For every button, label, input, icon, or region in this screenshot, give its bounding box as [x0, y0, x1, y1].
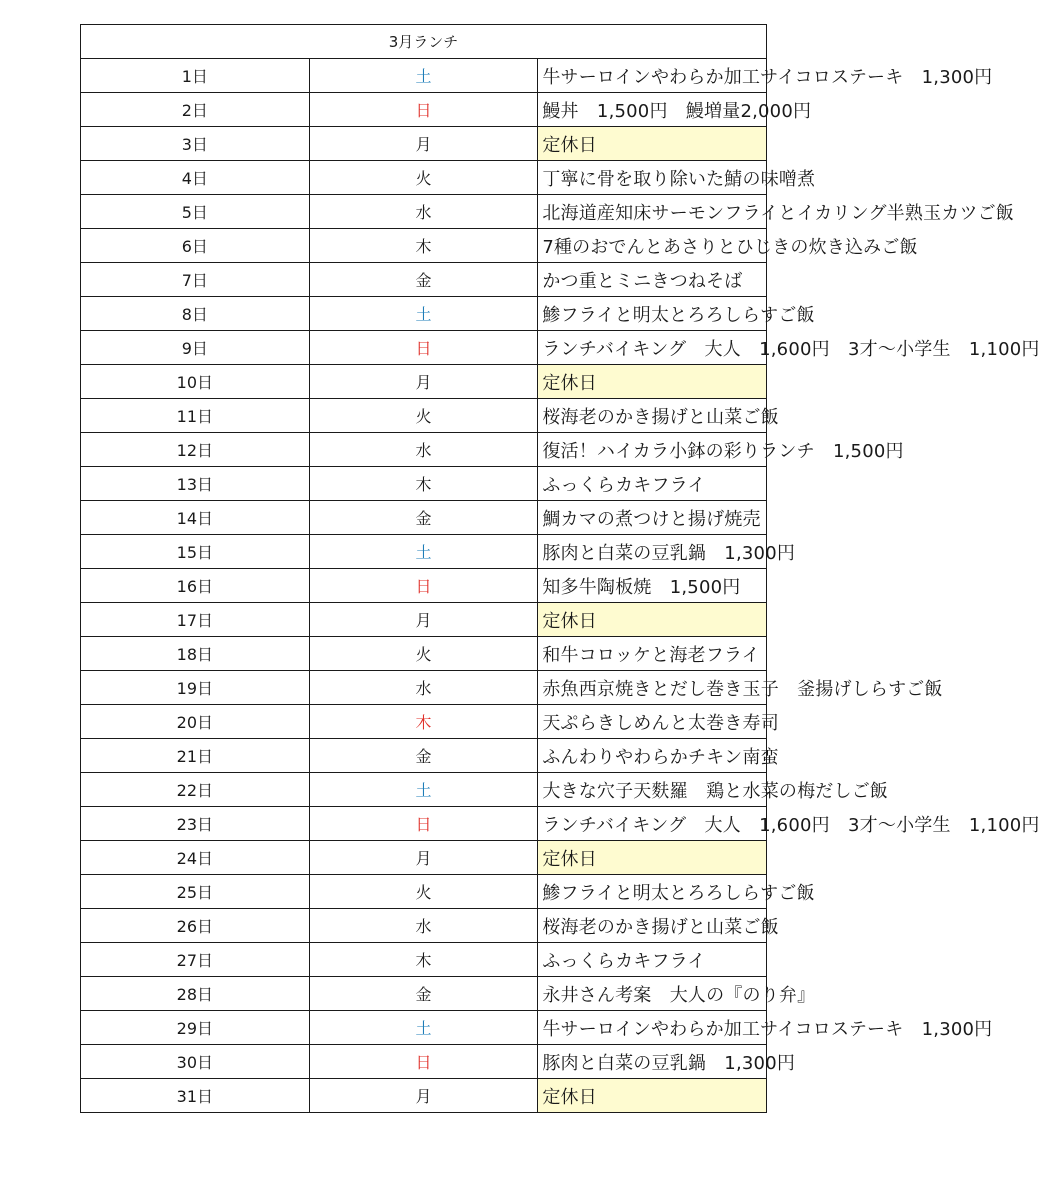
table-row: [81, 229, 767, 263]
weekday-cell: 日: [309, 93, 538, 127]
menu-item-cell: ふっくらカキフライ: [538, 467, 767, 501]
date-cell: 17日: [81, 603, 310, 637]
menu-item-cell: 北海道産知床サーモンフライとイカリング半熟玉カツご飯: [538, 195, 767, 229]
closed-day-cell: 定休日: [538, 841, 767, 875]
table-row: [81, 93, 767, 127]
weekday-cell: 金: [309, 977, 538, 1011]
date-cell: 4日: [81, 161, 310, 195]
menu-item-cell: 鯵フライと明太とろろしらすご飯: [538, 875, 767, 909]
table-row: [81, 977, 767, 1011]
menu-item-cell: 大きな穴子天麩羅 鶏と水菜の梅だしご飯: [538, 773, 767, 807]
closed-day-cell: 定休日: [538, 365, 767, 399]
table-row: [81, 603, 767, 637]
weekday-cell: 日: [309, 331, 538, 365]
table-row: [81, 161, 767, 195]
menu-item-cell: 豚肉と白菜の豆乳鍋 1,300円: [538, 535, 767, 569]
date-cell: 5日: [81, 195, 310, 229]
menu-item-cell: 復活！ハイカラ小鉢の彩りランチ 1,500円: [538, 433, 767, 467]
date-cell: 22日: [81, 773, 310, 807]
table-row: [81, 569, 767, 603]
date-cell: 15日: [81, 535, 310, 569]
weekday-cell: 土: [309, 1011, 538, 1045]
menu-body: [81, 59, 1040, 1113]
weekday-cell: 月: [309, 365, 538, 399]
menu-item-cell: 鯵フライと明太とろろしらすご飯: [538, 297, 767, 331]
menu-item-cell: 丁寧に骨を取り除いた鯖の味噌煮: [538, 161, 767, 195]
table-row: [81, 263, 767, 297]
weekday-cell: 木: [309, 467, 538, 501]
date-cell: 14日: [81, 501, 310, 535]
weekday-cell: 木: [309, 705, 538, 739]
title-row: [81, 25, 767, 59]
menu-item-cell: かつ重とミニきつねそば: [538, 263, 767, 297]
menu-item-cell: 牛サーロインやわらか加工サイコロステーキ 1,300円: [538, 59, 767, 93]
weekday-cell: 日: [309, 569, 538, 603]
menu-item-cell: 桜海老のかき揚げと山菜ご飯: [538, 399, 767, 433]
table-row: [81, 1011, 767, 1045]
date-cell: 18日: [81, 637, 310, 671]
weekday-cell: 月: [309, 603, 538, 637]
menu-item-cell: 天ぷらきしめんと太巻き寿司: [538, 705, 767, 739]
table-row: [81, 1079, 767, 1113]
date-cell: 1日: [81, 59, 310, 93]
weekday-cell: 火: [309, 637, 538, 671]
table-row: [81, 739, 767, 773]
date-cell: 12日: [81, 433, 310, 467]
menu-item-cell: 永井さん考案 大人の『のり弁』: [538, 977, 767, 1011]
date-cell: 3日: [81, 127, 310, 161]
table-row: [81, 943, 767, 977]
table-row: [81, 467, 767, 501]
table-row: [81, 1045, 767, 1079]
menu-item-cell: ふっくらカキフライ: [538, 943, 767, 977]
lunch-menu-table: [80, 24, 1040, 1113]
menu-item-cell: 鯛カマの煮つけと揚げ焼売: [538, 501, 767, 535]
table-row: [81, 535, 767, 569]
menu-item-cell: 和牛コロッケと海老フライ: [538, 637, 767, 671]
date-cell: 28日: [81, 977, 310, 1011]
weekday-cell: 月: [309, 841, 538, 875]
table-row: [81, 773, 767, 807]
weekday-cell: 日: [309, 1045, 538, 1079]
table-row: [81, 637, 767, 671]
table-row: [81, 433, 767, 467]
date-cell: 10日: [81, 365, 310, 399]
closed-day-cell: 定休日: [538, 127, 767, 161]
closed-day-cell: 定休日: [538, 1079, 767, 1113]
weekday-cell: 火: [309, 399, 538, 433]
weekday-cell: 金: [309, 739, 538, 773]
weekday-cell: 水: [309, 671, 538, 705]
menu-item-cell: ふんわりやわらかチキン南蛮: [538, 739, 767, 773]
date-cell: 8日: [81, 297, 310, 331]
table-row: [81, 399, 767, 433]
weekday-cell: 火: [309, 875, 538, 909]
table-row: [81, 841, 767, 875]
date-cell: 30日: [81, 1045, 310, 1079]
date-cell: 11日: [81, 399, 310, 433]
date-cell: 23日: [81, 807, 310, 841]
weekday-cell: 木: [309, 229, 538, 263]
weekday-cell: 月: [309, 1079, 538, 1113]
table-row: [81, 705, 767, 739]
date-cell: 26日: [81, 909, 310, 943]
table-row: [81, 501, 767, 535]
date-cell: 19日: [81, 671, 310, 705]
date-cell: 16日: [81, 569, 310, 603]
weekday-cell: 木: [309, 943, 538, 977]
date-cell: 2日: [81, 93, 310, 127]
weekday-cell: 土: [309, 773, 538, 807]
menu-item-cell: 7種のおでんとあさりとひじきの炊き込みご飯: [538, 229, 767, 263]
date-cell: 20日: [81, 705, 310, 739]
menu-item-cell: 桜海老のかき揚げと山菜ご飯: [538, 909, 767, 943]
weekday-cell: 金: [309, 501, 538, 535]
menu-title: 3月ランチ: [81, 25, 767, 59]
table-row: [81, 807, 767, 841]
menu-item-cell: ランチバイキング 大人 1,600円 3才～小学生 1,100円: [538, 807, 767, 841]
weekday-cell: 水: [309, 433, 538, 467]
weekday-cell: 金: [309, 263, 538, 297]
date-cell: 29日: [81, 1011, 310, 1045]
weekday-cell: 水: [309, 195, 538, 229]
date-cell: 7日: [81, 263, 310, 297]
weekday-cell: 土: [309, 297, 538, 331]
table-row: [81, 195, 767, 229]
table-row: [81, 331, 767, 365]
weekday-cell: 土: [309, 535, 538, 569]
closed-day-cell: 定休日: [538, 603, 767, 637]
table-row: [81, 875, 767, 909]
weekday-cell: 火: [309, 161, 538, 195]
date-cell: 31日: [81, 1079, 310, 1113]
date-cell: 27日: [81, 943, 310, 977]
date-cell: 21日: [81, 739, 310, 773]
table-row: [81, 365, 767, 399]
date-cell: 6日: [81, 229, 310, 263]
table-row: [81, 671, 767, 705]
menu-item-cell: 豚肉と白菜の豆乳鍋 1,300円: [538, 1045, 767, 1079]
table-row: [81, 59, 767, 93]
menu-item-cell: 牛サーロインやわらか加工サイコロステーキ 1,300円: [538, 1011, 767, 1045]
date-cell: 13日: [81, 467, 310, 501]
menu-item-cell: ランチバイキング 大人 1,600円 3才～小学生 1,100円: [538, 331, 767, 365]
table-row: [81, 297, 767, 331]
menu-item-cell: 赤魚西京焼きとだし巻き玉子 釜揚げしらすご飯: [538, 671, 767, 705]
menu-item-cell: 鰻丼 1,500円 鰻増量2,000円: [538, 93, 767, 127]
date-cell: 25日: [81, 875, 310, 909]
weekday-cell: 日: [309, 807, 538, 841]
date-cell: 24日: [81, 841, 310, 875]
menu-item-cell: 知多牛陶板焼 1,500円: [538, 569, 767, 603]
table-row: [81, 127, 767, 161]
weekday-cell: 水: [309, 909, 538, 943]
weekday-cell: 土: [309, 59, 538, 93]
table-row: [81, 909, 767, 943]
weekday-cell: 月: [309, 127, 538, 161]
date-cell: 9日: [81, 331, 310, 365]
